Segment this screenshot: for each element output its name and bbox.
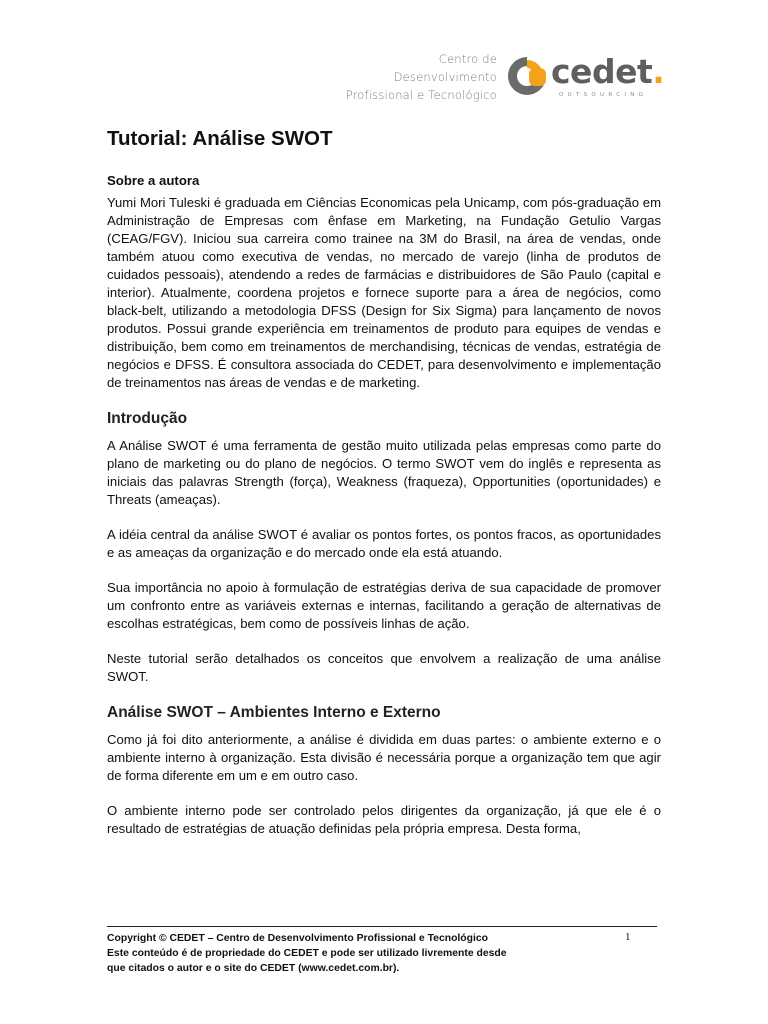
org-line-1: Centro de bbox=[438, 52, 497, 66]
logo-wordmark bbox=[551, 52, 664, 92]
intro-paragraph-4: Neste tutorial serão detalhados os conceitos que envolvem a realização de uma análise SWOT. bbox=[107, 651, 661, 684]
environments-heading: Análise SWOT – Ambientes Interno e Externo bbox=[107, 704, 441, 721]
intro-paragraph-3: Sua importância no apoio à formulação de estratégias deriva de sua capacidade de promover um confronto entre as variáveis externas e internas, facilitando a geração de alternativas de escolhas estratégicas, bem como de possíveis linhas de ação. bbox=[107, 580, 661, 631]
cedet-logo-mark-icon bbox=[505, 54, 549, 102]
about-author-heading: Sobre a autora bbox=[107, 173, 200, 188]
document-title: Tutorial: Análise SWOT bbox=[107, 127, 333, 150]
introduction-heading: Introdução bbox=[107, 410, 188, 427]
document-body bbox=[107, 126, 661, 855]
environments-paragraph-1: Como já foi dito anteriormente, a análise é dividida em duas partes: o ambiente externo e o ambiente interno à organização. Esta divisão é necessária porque a organização tem que agir de forma diferente em um e em outro caso. bbox=[107, 732, 661, 783]
about-author-paragraph: Yumi Mori Tuleski é graduada em Ciências Economicas pela Unicamp, com pós-graduação em Administração de Empresas com ênfase em Marketing, na Fundação Getulio Vargas (CEAG/FGV). Iniciou sua carreira como trainee na 3M do Brasil, na área de vendas, onde também atuou como executiva de vendas, no mercado de varejo (linha de produtos de cuidados pessoais), atendendo a redes de farmácias e distribuidores de São Paulo (capital e interior). Atualmente, coordena projetos e fornece suporte para a área de negócios, como black-belt, utilizando a metodologia DFSS (Design for Six Sigma) para lançamento de novos produtos. Possui grande experiência em treinamentos de produto para equipes de vendas e distribuição, bem como em treinamentos de merchandising, técnicas de vendas, estratégia de negócios e DFSS. É consultora associada do CEDET, para desenvolvimento e implementação de treinamentos nas áreas de vendas e de marketing. bbox=[107, 195, 661, 390]
org-line-2: Desenvolvimento bbox=[393, 70, 497, 84]
footer-divider bbox=[107, 926, 657, 927]
footer-line-1: Copyright © CEDET – Centro de Desenvolvimento Profissional e Tecnológico bbox=[107, 933, 489, 944]
footer-line-3: que citados o autor e o site do CEDET (www.cedet.com.br). bbox=[107, 963, 400, 975]
header-organization-name bbox=[330, 50, 497, 104]
environments-paragraph-2: O ambiente interno pode ser controlado pelos dirigentes da organização, já que ele é o resultado de estratégias de atuação definidas pela própria empresa. Desta forma, bbox=[107, 803, 661, 836]
footer-line-2: Este conteúdo é de propriedade do CEDET e pode ser utilizado livremente desde bbox=[107, 948, 507, 960]
cedet-logo bbox=[505, 52, 665, 104]
page-number: 1 bbox=[625, 931, 631, 943]
logo-text: cedet bbox=[551, 52, 653, 91]
logo-tagline: OUTSOURCING bbox=[559, 92, 648, 98]
intro-paragraph-2: A idéia central da análise SWOT é avaliar os pontos fortes, os pontos fracos, as oportunidades e as ameaças da organização e do mercado onde ela está atuando. bbox=[107, 527, 661, 560]
logo-dot: . bbox=[652, 52, 665, 91]
org-line-3: Profissional e Tecnológico bbox=[345, 88, 497, 102]
footer-copyright bbox=[107, 931, 662, 977]
intro-paragraph-1: A Análise SWOT é uma ferramenta de gestão muito utilizada pelas empresas como parte do plano de marketing ou do plano de negócios. O termo SWOT vem do inglês e representa as iniciais das palavras Strength (força), Weakness (fraqueza), Opportunities (oportunidades) e Threats (ameaças). bbox=[107, 438, 661, 507]
